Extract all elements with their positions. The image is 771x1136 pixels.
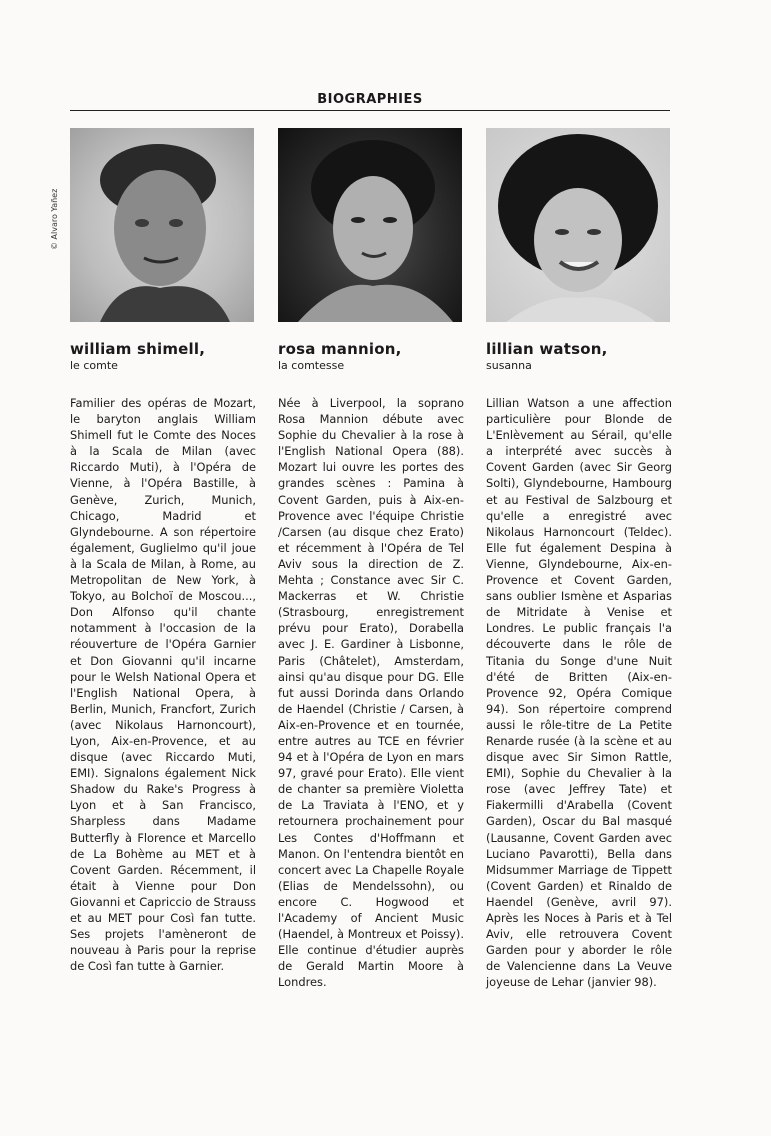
artist-column-mannion: [278, 128, 464, 990]
portrait-rosa-mannion: [278, 128, 462, 322]
artist-bio: Née à Liverpool, la soprano Rosa Mannion débute avec Sophie du Chevalier à la rose à l'English National Opera (88). Mozart lui ouvre les portes des grandes scènes : Pamina à Covent Garden, puis à Aix-en-Provence avec l'équipe Christie /Carsen (au disque chez Erato) et récemment à l'Opéra de Tel Aviv sous la direction de Z. Mehta ; Constance avec Sir C. Mackerras et W. Christie (Strasbourg, enregistrement prévu pour Erato), Dorabella avec J. E. Gardiner à Lisbonne, Paris (Châtelet), Amsterdam, ainsi qu'au disque pour DG. Elle fut aussi Dorinda dans Orlando de Haendel (Christie / Carsen, à Aix-en-Provence et en tournée, entre autres au TCE en février 94 et à l'Opéra de Lyon en mars 97, gravé pour Erato). Elle vient de chanter sa première Violetta de La Traviata à l'ENO, et y retournera prochainement pour Les Contes d'Hoffmann et Manon. On l'entendra bientôt en concert avec La Chapelle Royale (Elias de Mendelssohn), ou encore C. Hogwood et l'Academy of Ancient Music (Haendel, à Montreux et Poissy). Elle continue d'étudier auprès de Gerald Martin Moore à Londres.: [278, 396, 464, 990]
artist-column-shimell: [70, 128, 256, 974]
section-header: BIOGRAPHIES: [317, 92, 423, 107]
artist-role: susanna: [486, 359, 532, 372]
photo-credit: © Alvaro Yañez: [50, 188, 59, 250]
artist-bio: Familier des opéras de Mozart, le baryton anglais William Shimell fut le Comte des Noces à la Scala de Milan (avec Riccardo Muti), à l'Opéra de Vienne, à l'Opéra Bastille, à Genève, Zurich, Munich, Chicago, Madrid et Glyndebourne. A son répertoire également, Guglielmo qu'il joue à la Scala de Milan, à Rome, au Metropolitan de New York, à Tokyo, au Bolchoï de Moscou..., Don Alfonso qu'il chante notamment à l'occasion de la réouverture de l'Opéra Garnier et Don Giovanni qu'il incarne pour le Welsh National Opera et l'English National Opera, à Berlin, Munich, Francfort, Zurich (avec Nikolaus Harnoncourt), Lyon, Aix-en-Provence, et au disque (avec Riccardo Muti, EMI). Signalons également Nick Shadow du Rake's Progress à Lyon et à San Francisco, Sharpless dans Madame Butterfly à Florence et Marcello de La Bohème au MET et à Covent Garden. Récemment, il était à Vienne pour Don Giovanni et Capriccio de Strauss et au MET pour Così fan tutte. Ses projets l'amèneront de nouveau à Paris pour la reprise de Così fan tutte à Garnier.: [70, 396, 256, 974]
artist-bio: Lillian Watson a une affection particulière pour Blonde de L'Enlèvement au Sérail, qu'elle a interprété avec succès à Covent Garden (avec Sir Georg Solti), Glyndebourne, Hambourg et au Festival de Salzbourg et qu'elle a enregistré avec Nikolaus Harnoncourt (Teldec). Elle fut également Despina à Vienne, Glyndebourne, Aix-en-Provence et Covent Garden, sans oublier Ismène et Asparias de Mitridate à Venise et Londres. Le public français l'a découverte dans le rôle de Titania du Songe d'une Nuit d'été de Britten (Aix-en-Provence 92, Opéra Comique 94). Son répertoire comprend aussi le rôle-titre de La Petite Renarde rusée (à la scène et au disque avec Sir Simon Rattle, EMI), Sophie du Chevalier à la rose (avec Jeffrey Tate) et Fiakermilli d'Arabella (Covent Garden), Oscar du Bal masqué (Lausanne, Covent Garden avec Luciano Pavarotti), Bella dans Midsummer Marriage de Tippett (Covent Garden) et Rinaldo de Haendel (Genève, avril 97). Après les Noces à Paris et à Tel Aviv, elle retrouvera Covent Garden pour y aborder le rôle de Valencienne dans La Veuve joyeuse de Lehar (janvier 98).: [486, 396, 672, 990]
artist-name: lillian watson,: [486, 340, 608, 358]
portrait-william-shimell: [70, 128, 254, 322]
artist-column-watson: [486, 128, 672, 990]
artist-name: rosa mannion,: [278, 340, 402, 358]
artist-role: la comtesse: [278, 359, 345, 372]
portrait-lillian-watson: [486, 128, 670, 322]
artist-role: le comte: [70, 359, 118, 372]
header-rule: [70, 110, 670, 111]
artist-name: william shimell,: [70, 340, 206, 358]
